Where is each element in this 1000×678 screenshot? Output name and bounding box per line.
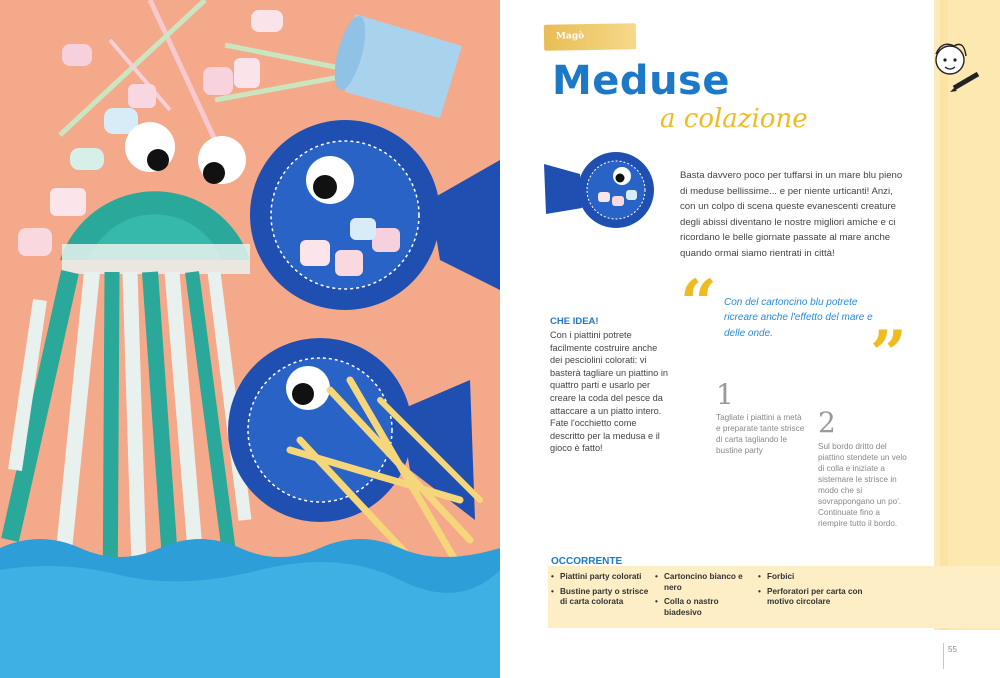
page-number: 55 [948,645,957,654]
step-2-text: Sul bordo dritto del piattino stendete un velo di colla e iniziate a sistemare le strisce in modo che si sovrappongano un po'. Continuate fino a riempire tutto il bordo. [818,442,907,528]
material-item: • Piattini party colorati [551,572,651,583]
step-1-number: 1 [716,378,734,411]
idea-paragraph: Con i piattini potrete facilmente costruire anche dei pesciolini colorati: vi basterà tagliare un piattino in quattro parti e usarlo per creare la coda del pesce da attaccare a un piatto intero. Fate l'occhietto come descritto per la medusa e il gioco è fatto! [550,330,668,454]
sea-waves [0,539,500,678]
article-page [500,0,1000,678]
page-title: Meduse [552,58,730,104]
fish-plate-top [250,120,500,310]
quote-close-mark: ” [870,317,907,392]
fish-plate-thumbnail [542,150,656,230]
material-item: • Bustine party o strisce di carta colorata [551,587,651,608]
idea-heading: CHE IDEA! [550,316,599,327]
section-tag-label: Magò [555,31,585,42]
material-item: • Colla o nastro biadesivo [655,597,755,618]
materials-heading: OCCORRENTE [551,556,623,567]
material-item: • Perforatori per carta con motivo circolare [758,587,888,608]
quote-open-mark: “ [680,266,717,341]
step-2-number: 2 [818,406,836,439]
page-subtitle: a colazione [660,104,808,134]
pull-quote: Con del cartoncino blu potrete ricreare anche l'effetto del mare e delle onde. [724,297,873,339]
paper-cup [329,13,462,118]
materials-column-3 [758,572,888,612]
page-number-divider [943,643,944,669]
step-1-text: Tagliate i piattini a metà e preparate tante strisce di carta tagliando le bustine party [716,413,805,455]
material-item: • Cartoncino bianco e nero [655,572,755,593]
materials-column-1 [551,572,651,612]
material-item: • Forbici [758,572,888,583]
intro-paragraph: Basta davvero poco per tuffarsi in un mare blu pieno di meduse bellissime... e per niente urticanti! Anzi, con un colpo di scena queste evanescenti creature degli abissi diventano le nostre migliori amiche e ci ricordano le belle giornate passate al mare anche quando ormai siamo rientrati in città! [680,170,903,259]
child-doodle-icon [924,36,982,98]
materials-column-2 [655,572,755,622]
section-tag [544,23,636,51]
